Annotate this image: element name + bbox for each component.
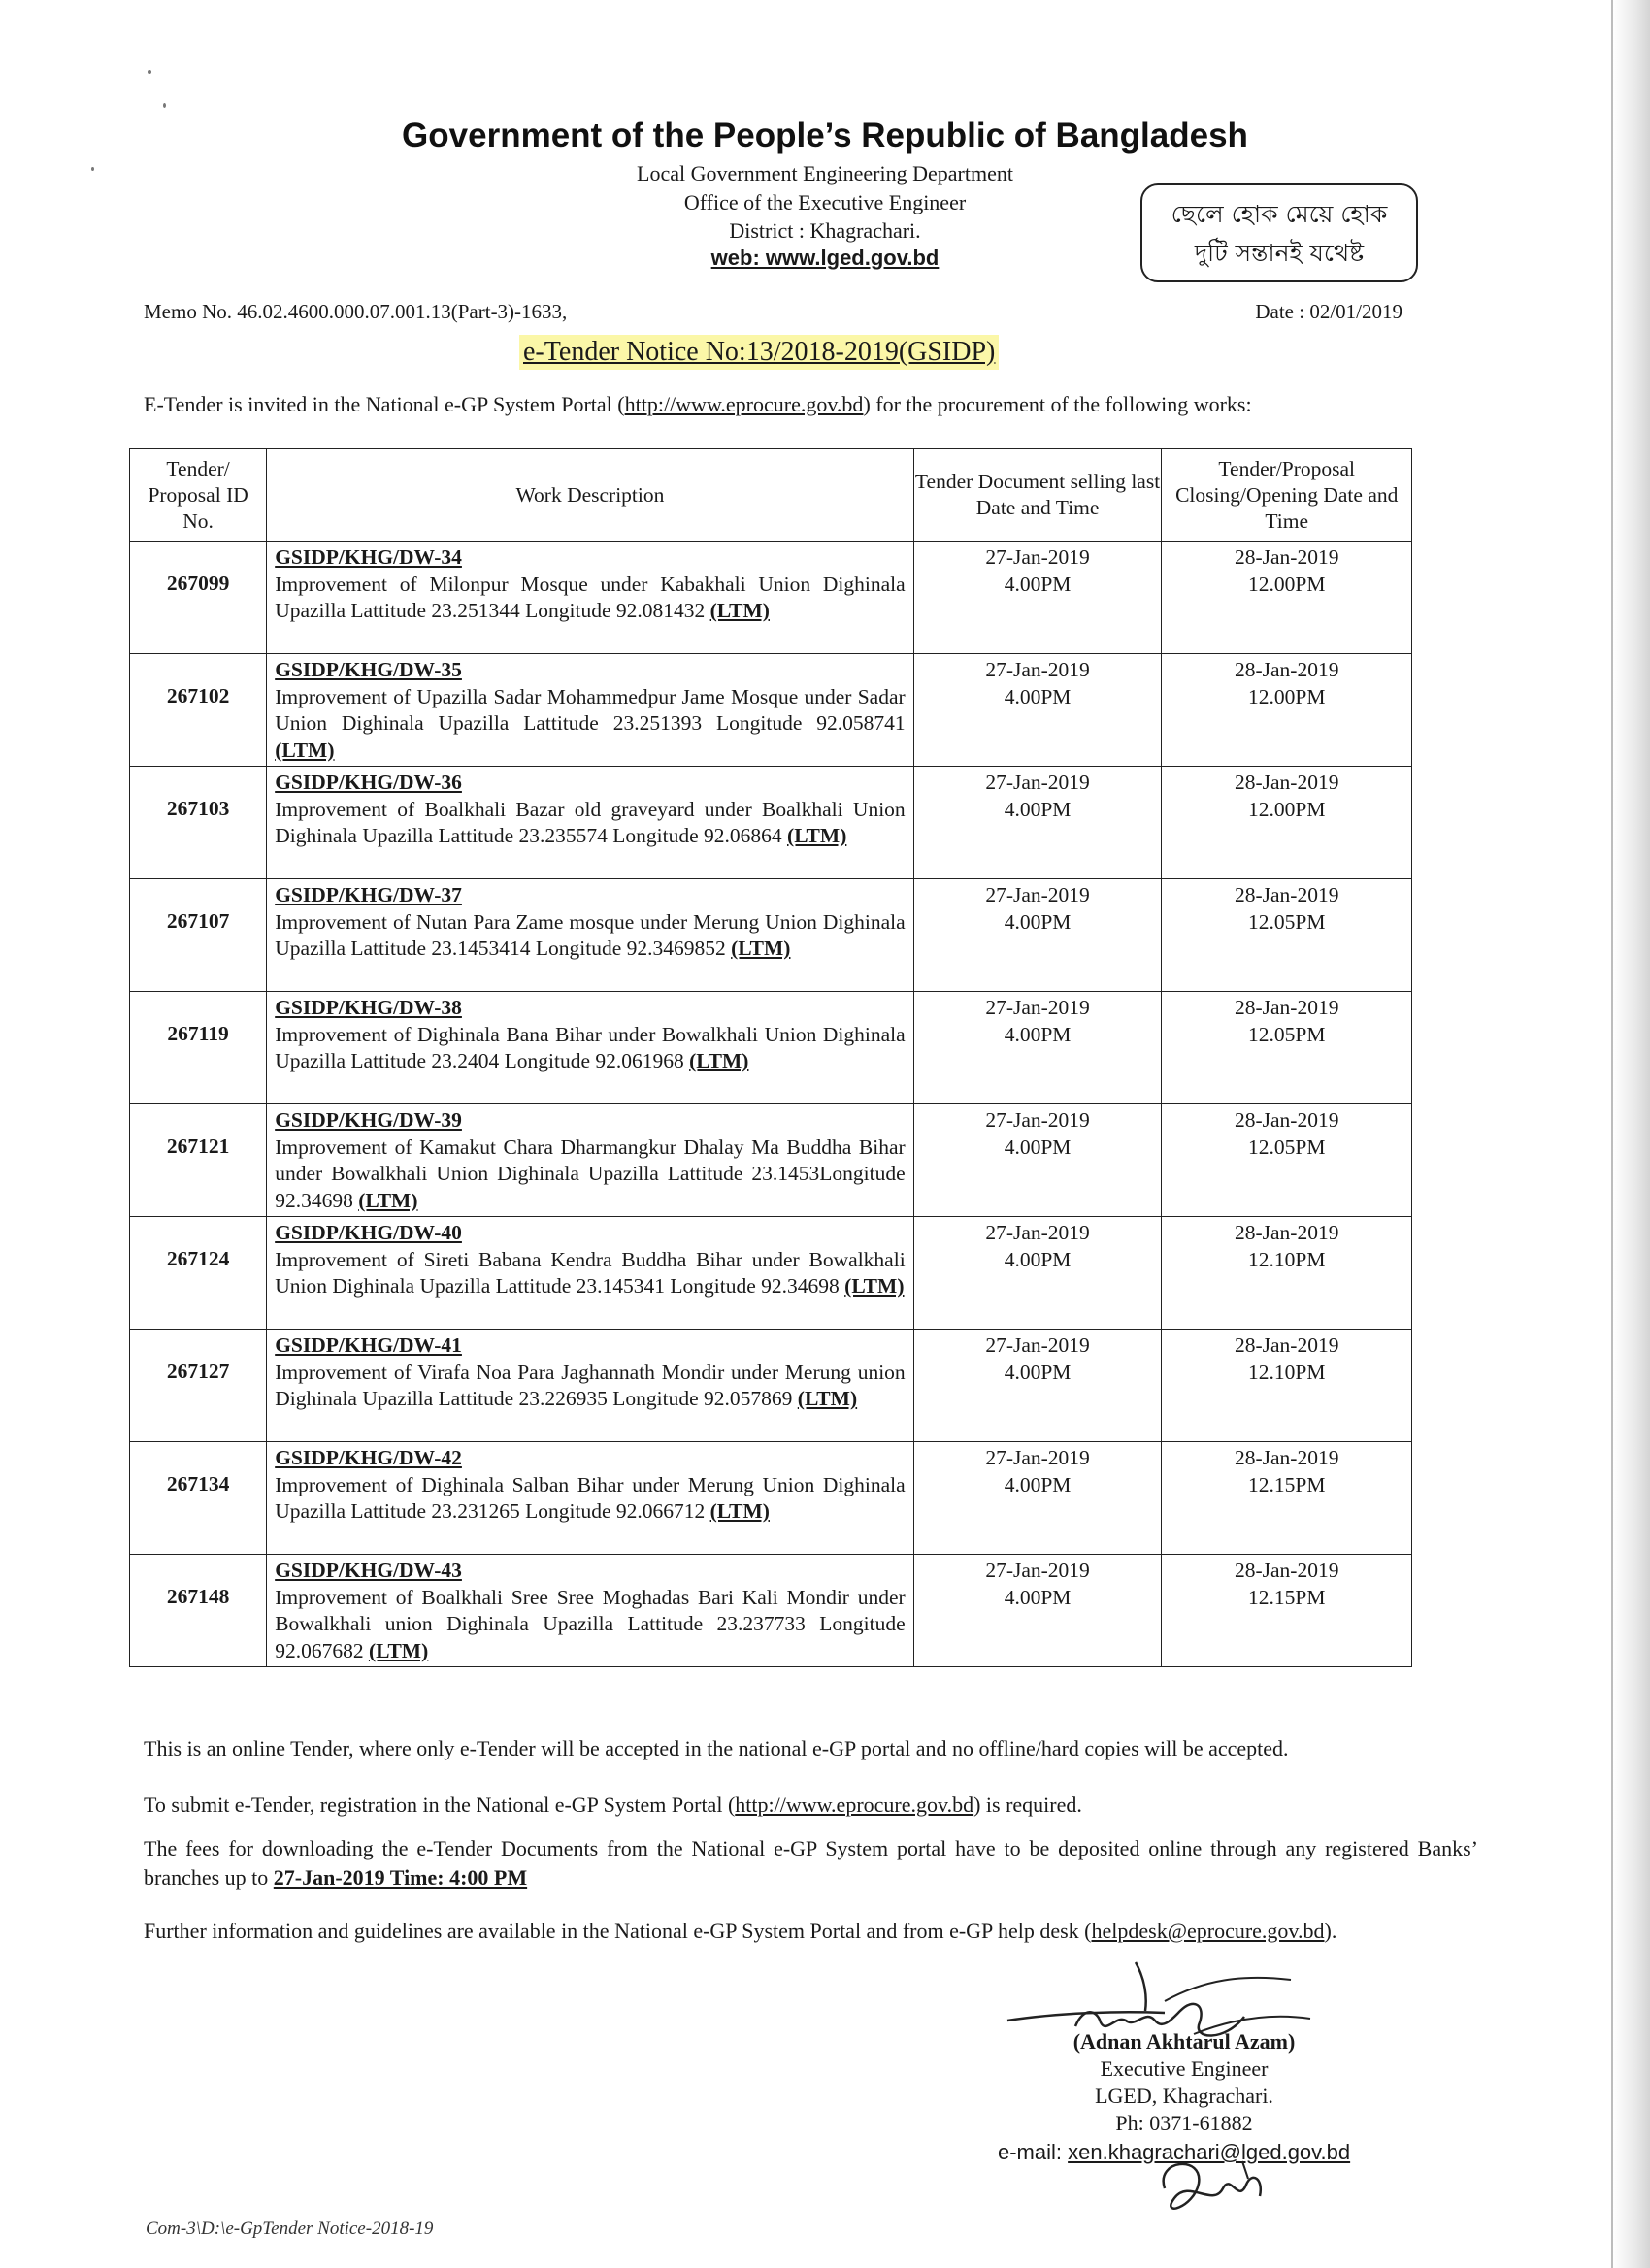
- header-id: Tender/ Proposal ID No.: [130, 449, 267, 542]
- selling-time: 4.00PM: [1004, 1134, 1072, 1159]
- intro-after: ) for the procurement of the following works:: [863, 392, 1252, 416]
- work-code: GSIDP/KHG/DW-38: [275, 996, 462, 1019]
- department-line: Local Government Engineering Department: [637, 161, 1013, 185]
- table-header-row: [130, 449, 1412, 542]
- opening-date: 28-Jan-2019: [1234, 1221, 1339, 1244]
- selling-date: 27-Jan-2019: [985, 1446, 1090, 1469]
- work-description: [267, 1555, 913, 1667]
- opening-time: 12.05PM: [1247, 1022, 1326, 1046]
- selling-date: 27-Jan-2019: [985, 658, 1090, 681]
- selling-time: 4.00PM: [1004, 1585, 1072, 1609]
- table-row: [130, 767, 1412, 879]
- opening-time: 12.00PM: [1247, 684, 1326, 708]
- opening-deadline: [1162, 992, 1412, 1104]
- opening-date: 28-Jan-2019: [1234, 1559, 1339, 1582]
- table-row: [130, 1330, 1412, 1442]
- table-row: [130, 1442, 1412, 1555]
- ltm-tag: (LTM): [275, 738, 335, 762]
- fees-notice: [144, 1834, 1478, 1892]
- work-code: GSIDP/KHG/DW-42: [275, 1446, 462, 1469]
- opening-time: 12.15PM: [1247, 1585, 1326, 1609]
- register-after: ) is required.: [974, 1792, 1082, 1817]
- intro-text: [144, 392, 1252, 417]
- work-text: Improvement of Nutan Para Zame mosque under Merung Union Dighinala Upazilla Lattitude 23.1453414 Longitude 92.3469852: [275, 909, 906, 960]
- tender-id: 267134: [130, 1442, 267, 1555]
- ltm-tag: (LTM): [710, 599, 770, 622]
- notice-date: Date : 02/01/2019: [1255, 300, 1402, 323]
- selling-date: 27-Jan-2019: [985, 1108, 1090, 1132]
- ltm-tag: (LTM): [689, 1049, 749, 1072]
- slogan-line-2: দুটি সন্তানই যথেষ্ট: [1194, 239, 1365, 267]
- work-text: Improvement of Boalkhali Sree Sree Moghadas Bari Kali Mondir under Bowalkhali union Dighinala Upazilla Lattitude 23.237733 Longitude 92.067682: [275, 1585, 906, 1662]
- tender-id: 267107: [130, 879, 267, 992]
- website-link[interactable]: web: www.lged.gov.bd: [710, 246, 940, 270]
- register-before: To submit e-Tender, registration in the National e-GP System Portal (: [144, 1792, 736, 1817]
- opening-time: 12.00PM: [1247, 572, 1326, 596]
- work-text: Improvement of Dighinala Salban Bihar under Merung Union Dighinala Upazilla Lattitude 23.231265 Longitude 92.066712: [275, 1472, 906, 1523]
- selling-date: 27-Jan-2019: [985, 545, 1090, 569]
- selling-time: 4.00PM: [1004, 1360, 1072, 1384]
- ltm-tag: (LTM): [797, 1387, 858, 1410]
- signatory-phone: Ph: 0371-61882: [1115, 2111, 1253, 2135]
- table-row: [130, 879, 1412, 992]
- online-notice: This is an online Tender, where only e-Tender will be accepted in the national e-GP portal and no offline/hard copies will be accepted.: [144, 1736, 1289, 1760]
- slogan-box: [1140, 183, 1418, 282]
- eprocure-link[interactable]: http://www.eprocure.gov.bd: [624, 392, 864, 416]
- work-text: Improvement of Upazilla Sadar Mohammedpur Jame Mosque under Sadar Union Dighinala Upazilla Lattitude 23.251393 Longitude 92.058741: [275, 684, 906, 735]
- table-row: [130, 1217, 1412, 1330]
- work-description: [267, 654, 913, 767]
- opening-date: 28-Jan-2019: [1234, 1108, 1339, 1132]
- selling-deadline: [913, 1442, 1162, 1555]
- tender-id: 267127: [130, 1330, 267, 1442]
- initials-image: [1145, 2150, 1281, 2227]
- tender-id: 267103: [130, 767, 267, 879]
- selling-time: 4.00PM: [1004, 1247, 1072, 1271]
- selling-date: 27-Jan-2019: [985, 771, 1090, 794]
- signatory-email[interactable]: xen.khagrachari@lged.gov.bd: [1068, 2140, 1351, 2164]
- opening-date: 28-Jan-2019: [1234, 996, 1339, 1019]
- slogan-line-1: ছেলে হোক মেয়ে হোক: [1171, 200, 1388, 228]
- info-after: ).: [1324, 1919, 1337, 1943]
- work-text: Improvement of Boalkhali Bazar old graveyard under Boalkhali Union Dighinala Upazilla Lattitude 23.235574 Longitude 92.06864: [275, 797, 906, 847]
- selling-deadline: [913, 1555, 1162, 1667]
- selling-deadline: [913, 879, 1162, 992]
- opening-deadline: [1162, 879, 1412, 992]
- header-description: Work Description: [267, 449, 913, 542]
- work-code: GSIDP/KHG/DW-34: [275, 545, 462, 569]
- ltm-tag: (LTM): [710, 1499, 770, 1523]
- work-text: Improvement of Virafa Noa Para Jaghannath Mondir under Merung union Dighinala Upazilla Lattitude 23.226935 Longitude 92.057869: [275, 1360, 906, 1410]
- opening-time: 12.15PM: [1247, 1472, 1326, 1496]
- work-code: GSIDP/KHG/DW-35: [275, 658, 462, 681]
- ltm-tag: (LTM): [358, 1188, 418, 1212]
- work-text: Improvement of Dighinala Bana Bihar under Bowalkhali Union Dighinala Upazilla Lattitude 23.2404 Longitude 92.061968: [275, 1022, 906, 1072]
- signatory-name: (Adnan Akhtarul Azam): [1072, 2029, 1296, 2054]
- fees-deadline: 27-Jan-2019 Time: 4:00 PM: [273, 1865, 528, 1890]
- ltm-tag: (LTM): [731, 937, 791, 960]
- selling-date: 27-Jan-2019: [985, 996, 1090, 1019]
- selling-time: 4.00PM: [1004, 684, 1072, 708]
- table-row: [130, 654, 1412, 767]
- work-text: Improvement of Sireti Babana Kendra Buddha Bihar under Bowalkhali Union Dighinala Upazilla Lattitude 23.145341 Longitude 92.34698: [275, 1247, 906, 1298]
- notice-title: e-Tender Notice No:13/2018-2019(GSIDP): [519, 335, 999, 370]
- work-code: GSIDP/KHG/DW-41: [275, 1333, 462, 1357]
- ltm-tag: (LTM): [844, 1274, 905, 1298]
- signature-block: [980, 2028, 1388, 2137]
- opening-date: 28-Jan-2019: [1234, 1446, 1339, 1469]
- work-code: GSIDP/KHG/DW-36: [275, 771, 462, 794]
- header-selling: Tender Document selling last Date and Time: [913, 449, 1162, 542]
- opening-time: 12.00PM: [1247, 797, 1326, 821]
- scan-speck: [148, 70, 151, 74]
- tender-id: 267099: [130, 542, 267, 654]
- work-description: [267, 1442, 913, 1555]
- table-row: [130, 1555, 1412, 1667]
- work-description: [267, 879, 913, 992]
- tender-id: 267121: [130, 1104, 267, 1217]
- selling-deadline: [913, 767, 1162, 879]
- opening-deadline: [1162, 1104, 1412, 1217]
- opening-date: 28-Jan-2019: [1234, 883, 1339, 906]
- scan-speck: [163, 103, 166, 108]
- work-code: GSIDP/KHG/DW-40: [275, 1221, 462, 1244]
- work-description: [267, 767, 913, 879]
- selling-deadline: [913, 992, 1162, 1104]
- selling-time: 4.00PM: [1004, 909, 1072, 934]
- intro-before: E-Tender is invited in the National e-GP System Portal (: [144, 392, 625, 416]
- signatory-office: LGED, Khagrachari.: [1095, 2084, 1273, 2108]
- work-description: [267, 1330, 913, 1442]
- selling-time: 4.00PM: [1004, 1472, 1072, 1496]
- opening-deadline: [1162, 1217, 1412, 1330]
- registration-notice: [144, 1791, 1478, 1820]
- selling-time: 4.00PM: [1004, 797, 1072, 821]
- opening-deadline: [1162, 1330, 1412, 1442]
- work-description: [267, 1104, 913, 1217]
- opening-deadline: [1162, 654, 1412, 767]
- tender-id: 267102: [130, 654, 267, 767]
- work-code: GSIDP/KHG/DW-37: [275, 883, 462, 906]
- work-description: [267, 992, 913, 1104]
- info-text: Further information and guidelines are available in the National e-GP System Portal and from e-GP help desk (: [144, 1919, 1092, 1943]
- selling-time: 4.00PM: [1004, 572, 1072, 596]
- work-text: Improvement of Kamakut Chara Dharmangkur Dhalay Ma Buddha Bihar under Bowalkhali Union Dighinala Upazilla Lattitude 23.1453Longitude 92.34698: [275, 1134, 906, 1212]
- helpdesk-link[interactable]: helpdesk@eprocure.gov.bd: [1091, 1919, 1325, 1943]
- work-text: Improvement of Milonpur Mosque under Kabakhali Union Dighinala Upazilla Lattitude 23.251344 Longitude 92.081432: [275, 572, 906, 622]
- selling-deadline: [913, 1217, 1162, 1330]
- selling-deadline: [913, 1104, 1162, 1217]
- opening-date: 28-Jan-2019: [1234, 545, 1339, 569]
- opening-deadline: [1162, 1555, 1412, 1667]
- selling-date: 27-Jan-2019: [985, 883, 1090, 906]
- fees-text: The fees for downloading the e-Tender Documents from the National e-GP System portal have to be deposited online through any registered Banks’ branches up to: [144, 1836, 1478, 1890]
- email-label: e-mail:: [998, 2140, 1069, 2164]
- work-code: GSIDP/KHG/DW-43: [275, 1559, 462, 1582]
- opening-date: 28-Jan-2019: [1234, 1333, 1339, 1357]
- header-opening: Tender/Proposal Closing/Opening Date and Time: [1162, 449, 1412, 542]
- selling-deadline: [913, 654, 1162, 767]
- selling-deadline: [913, 1330, 1162, 1442]
- selling-date: 27-Jan-2019: [985, 1333, 1090, 1357]
- opening-time: 12.05PM: [1247, 909, 1326, 934]
- register-link[interactable]: http://www.eprocure.gov.bd: [735, 1792, 974, 1817]
- page-edge: [1613, 0, 1650, 2268]
- opening-time: 12.10PM: [1247, 1360, 1326, 1384]
- tender-id: 267148: [130, 1555, 267, 1667]
- info-notice: [144, 1917, 1478, 1946]
- signatory-designation: Executive Engineer: [1100, 2056, 1269, 2081]
- ltm-tag: (LTM): [787, 824, 847, 847]
- memo-number: Memo No. 46.02.4600.000.07.001.13(Part-3)-1633,: [144, 300, 568, 323]
- government-title: Government of the People’s Republic of Bangladesh: [402, 116, 1248, 154]
- table-row: [130, 992, 1412, 1104]
- work-description: [267, 542, 913, 654]
- work-description: [267, 1217, 913, 1330]
- table-row: [130, 1104, 1412, 1217]
- selling-date: 27-Jan-2019: [985, 1221, 1090, 1244]
- selling-deadline: [913, 542, 1162, 654]
- opening-deadline: [1162, 542, 1412, 654]
- table-row: [130, 542, 1412, 654]
- footer-file-path: Com-3\D:\e-GpTender Notice-2018-19: [146, 2219, 434, 2239]
- office-line: Office of the Executive Engineer: [683, 190, 967, 214]
- selling-date: 27-Jan-2019: [985, 1559, 1090, 1582]
- tender-table: [129, 448, 1412, 1667]
- selling-time: 4.00PM: [1004, 1022, 1072, 1046]
- opening-deadline: [1162, 1442, 1412, 1555]
- opening-date: 28-Jan-2019: [1234, 771, 1339, 794]
- district-line: District : Khagrachari.: [729, 218, 921, 243]
- opening-deadline: [1162, 767, 1412, 879]
- tender-id: 267119: [130, 992, 267, 1104]
- tender-id: 267124: [130, 1217, 267, 1330]
- opening-time: 12.10PM: [1247, 1247, 1326, 1271]
- ltm-tag: (LTM): [368, 1638, 429, 1662]
- opening-date: 28-Jan-2019: [1234, 658, 1339, 681]
- work-code: GSIDP/KHG/DW-39: [275, 1108, 462, 1132]
- opening-time: 12.05PM: [1247, 1134, 1326, 1159]
